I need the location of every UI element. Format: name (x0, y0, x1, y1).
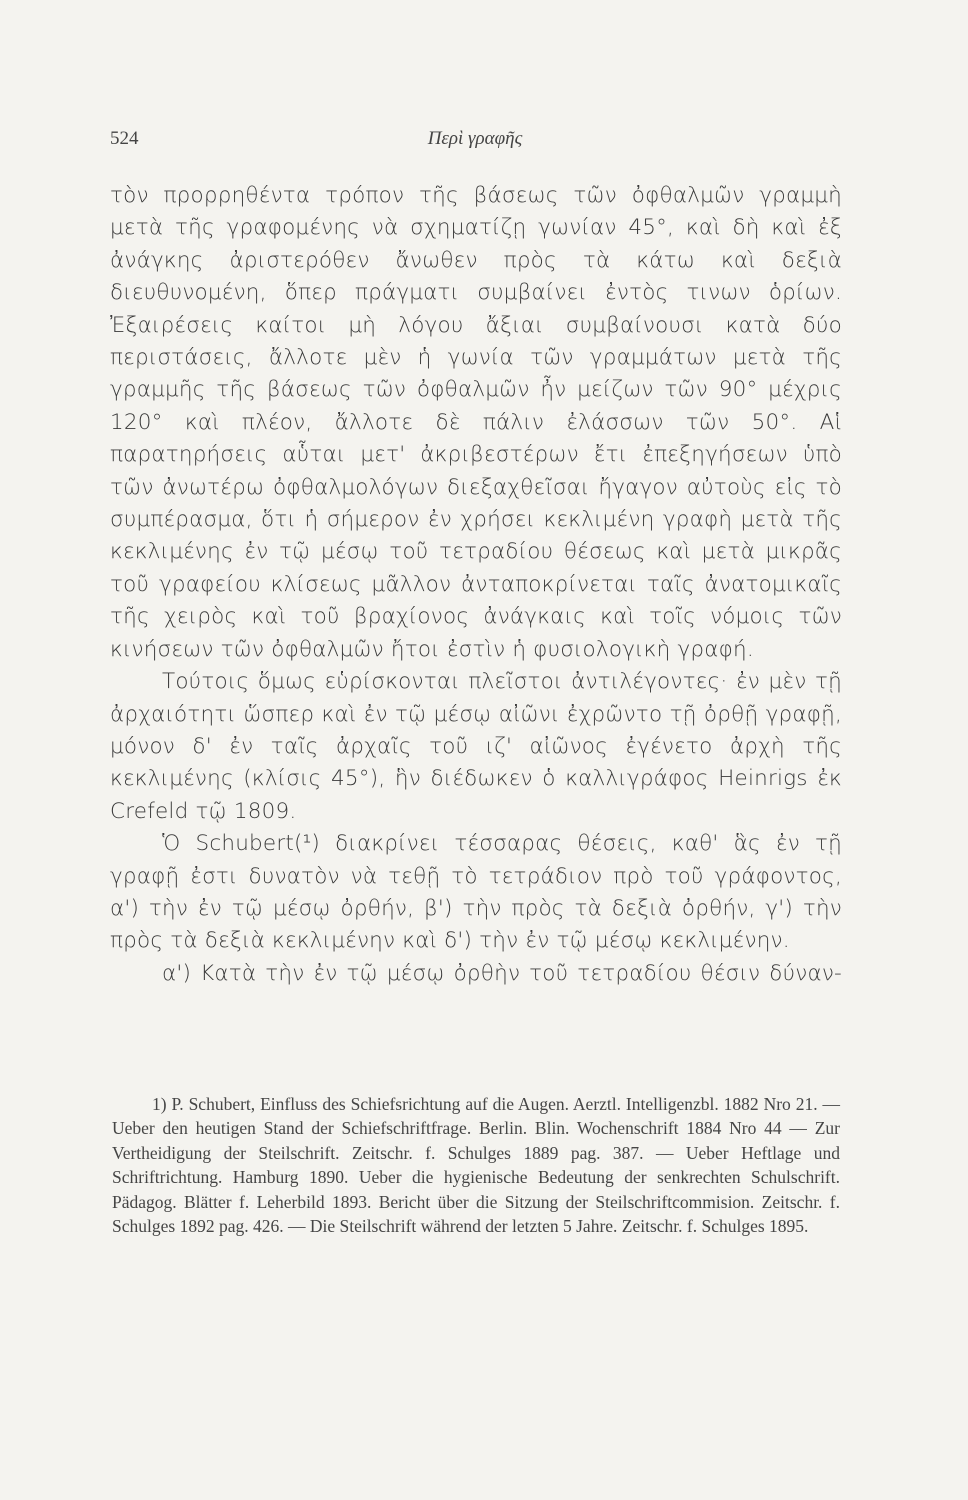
page-header (110, 128, 840, 158)
paragraph: α') Κατὰ τὴν ἐν τῷ μέσῳ ὀρθὴν τοῦ τετραδίου θέσιν δύναν- (162, 960, 842, 986)
paragraph: Ὁ Schubert(¹) διακρίνει τέσσαρας θέσεις, καθ' ἃς ἐν τῇ γραφῇ ἐστι δυνατὸν νὰ τεθῇ τὸ τετράδιον πρὸ τοῦ γράφοντος, α') τὴν ἐν τῷ μέσῳ ὀρθήν, β') τὴν πρὸς τὰ δεξιὰ ὀρθήν, γ') τὴν πρὸς τὰ δεξιὰ κεκλιμένην καὶ δ') τὴν ἐν τῷ μέσῳ κεκλιμένην. (110, 831, 842, 954)
running-title: Περὶ γραφῆς (427, 128, 523, 149)
paragraph: τὸν προρρηθέντα τρόπον τῆς βάσεως τῶν ὀφθαλμῶν γραμμὴ μετὰ τῆς γραφομένης νὰ σχηματίζῃ γωνίαν 45°, καὶ δὴ καὶ ἐξ ἀνάγκης ἀριστερόθεν ἄνωθεν πρὸς τὰ κάτω καὶ δεξιὰ διευθυνομένη, ὅπερ πράγματι συμβαίνει ἐντὸς τινων ὁρίων. Ἐξαιρέσεις καίτοι μὴ λόγου ἄξιαι συμβαίνουσι κατὰ δύο περιστάσεις, ἄλλοτε μὲν ἡ γωνία τῶν γραμμάτων μετὰ τῆς γραμμῆς τῆς βάσεως τῶν ὀφθαλμῶν ἦν μείζων τῶν 90° μέχρις 120° καὶ πλέον, ἄλλοτε δὲ πάλιν ἐλάσσων τῶν 50°. Αἱ παρατηρήσεις αὗται μετ' ἀκριβεστέρων ἔτι ἐπεξηγήσεων ὑπὸ τῶν ἀνωτέρω ὀφθαλμολόγων διεξαχθεῖσαι ἤγαγον αὐτοὺς εἰς τὸ συμπέρασμα, ὅτι ἡ σήμερον ἐν χρήσει κεκλιμένη γραφὴ μετὰ τῆς κεκλιμένης ἐν τῷ μέσῳ τοῦ τετραδίου θέσεως καὶ μετὰ μικρᾶς τοῦ γραφείου κλίσεως μᾶλλον ἀνταποκρίνεται ταῖς ἀνατομικαῖς τῆς χειρὸς καὶ τοῦ βραχίονος ἀνάγκαις καὶ τοῖς νόμοις τῶν κινήσεων τῶν ὀφθαλμῶν ἤτοι ἐστὶν ἡ φυσιολογικὴ γραφή. (110, 183, 842, 662)
footnote: 1) P. Schubert, Einfluss des Schiefsrichtung auf die Augen. Aerztl. Intelligenzbl. 1882 Nro 21. — Ueber den heutigen Stand der Schiefschriftfrage. Berlin. Blin. Wochenschrift 1884 Nro 44 — Zur Vertheidigung der Steilschrift. Zeitschr. f. Schulges 1889 pag. 387. — Ueber Heftlage und Schriftrichtung. Hamburg 1890. Ueber die hygienische Bedeutung der senkrechten Schulschrift. Pädagog. Blätter f. Leherbild 1893. Bericht über die Sitzung der Steilschriftcommision. Zeitschr. f. Schulges 1892 pag. 426. — Die Steilschrift während der letzten 5 Jahre. Zeitschr. f. Schulges 1895. (112, 1094, 840, 1237)
main-text (110, 180, 842, 990)
page-number: 524 (110, 128, 139, 149)
footnotes (112, 1092, 840, 1238)
paragraph: Τούτοις ὅμως εὑρίσκονται πλεῖστοι ἀντιλέγοντες· ἐν μὲν τῇ ἀρχαιότητι ὥσπερ καὶ ἐν τῷ μέσῳ αἰῶνι ἐχρῶντο τῇ ὀρθῇ γραφῇ, μόνον δ' ἐν ταῖς ἀρχαῖς τοῦ ιζ' αἰῶνος ἐγένετο ἀρχὴ τῆς κεκλιμένης (κλίσις 45°), ἣν διέδωκεν ὁ καλλιγράφος Heinrigs ἐκ Crefeld τῷ 1809. (110, 669, 842, 824)
